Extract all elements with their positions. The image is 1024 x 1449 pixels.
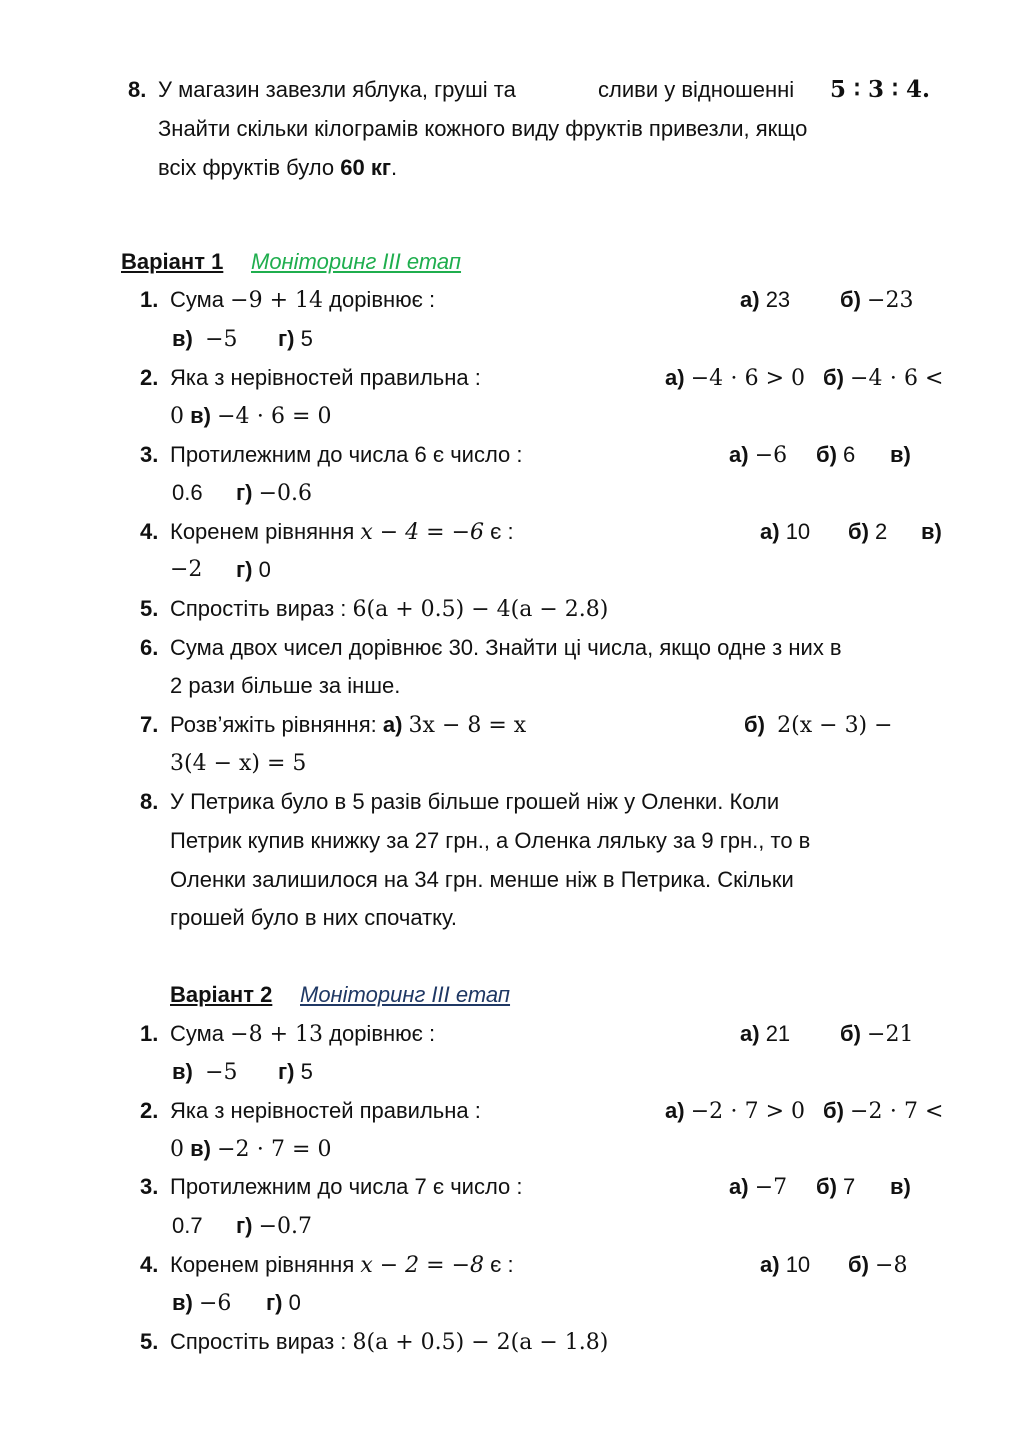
v1-question-8 bbox=[0, 783, 1024, 821]
intro-period: . bbox=[391, 155, 398, 180]
option-a: а) 23 bbox=[740, 287, 791, 312]
option-b: б) −23 bbox=[840, 287, 914, 313]
question-text: Коренем рівняння bbox=[170, 519, 355, 544]
v1-question-7-cont: 3(4 − x) = 5 bbox=[170, 751, 307, 776]
question-number: 4. bbox=[140, 1252, 159, 1277]
question-text: Сума bbox=[170, 1021, 225, 1046]
option-v: в) bbox=[190, 1136, 211, 1161]
question-number: 5. bbox=[140, 1329, 159, 1354]
question-number: 8. bbox=[140, 789, 159, 814]
v2-question-1 bbox=[0, 1015, 1024, 1053]
question-number: 4. bbox=[140, 519, 159, 544]
question-number: 7. bbox=[140, 712, 159, 737]
v1-question-1-cont bbox=[0, 320, 1024, 358]
option-a: а) −6 bbox=[729, 442, 788, 468]
option-v: в) −5 bbox=[172, 326, 238, 352]
variant1-title: Варіант 1 bbox=[121, 249, 224, 274]
question-text: Розв’яжіть рівняння: bbox=[170, 712, 377, 737]
option-v: в) −6 bbox=[172, 1290, 232, 1316]
question-number: 3. bbox=[140, 1174, 159, 1199]
option-g: г) 5 bbox=[278, 1059, 313, 1084]
question-text: грошей було в них спочатку. bbox=[170, 905, 457, 930]
option-b: б) −21 bbox=[840, 1021, 914, 1047]
option-b: б) 2(x − 3) − bbox=[744, 712, 893, 738]
intro-line-2 bbox=[0, 110, 1024, 148]
option-b: б) −8 bbox=[848, 1252, 908, 1278]
option-b: б) −2 ⋅ 7 < bbox=[823, 1098, 944, 1124]
question-text-end: дорівнює : bbox=[329, 287, 436, 312]
v1-question-3-cont: 0.6 г) −0.6 bbox=[0, 474, 1024, 512]
v1-question-5 bbox=[0, 590, 1024, 628]
v1-question-6 bbox=[0, 629, 1024, 667]
v2-question-2-cont: 0 в) −2 ⋅ 7 = 0 bbox=[170, 1136, 332, 1162]
option-a: а) −4 ⋅ 6 > 0 bbox=[665, 365, 806, 391]
variant2-monitoring-link[interactable]: Моніторинг ІІІ етап bbox=[300, 982, 511, 1007]
v1-question-8-cont-1 bbox=[0, 822, 1024, 860]
option-b: б) 2 bbox=[848, 519, 888, 544]
option-b: б) −4 ⋅ 6 < bbox=[823, 365, 944, 391]
intro-text-1: У магазин завезли яблука, груші та bbox=[158, 77, 516, 102]
question-text: Петрик купив книжку за 27 грн., а Оленка ляльку за 9 грн., то в bbox=[170, 828, 811, 853]
v1-question-4: 4. Коренем рівняння x − 4 = −6 є : а) 10 б) 2 в) bbox=[0, 513, 1024, 551]
v2-question-1-cont bbox=[0, 1053, 1024, 1091]
intro-line-1 bbox=[0, 71, 1024, 109]
v1-question-2-cont: 0 в) −4 ⋅ 6 = 0 bbox=[170, 403, 332, 429]
question-expression: x − 4 = −6 bbox=[360, 520, 485, 545]
v1-question-6-cont bbox=[0, 667, 1024, 705]
question-expression: x − 2 = −8 bbox=[360, 1253, 485, 1278]
v2-question-4: 4. Коренем рівняння x − 2 = −8 є : а) 10 б) −8 bbox=[0, 1246, 1024, 1284]
question-text: Протилежним до числа 6 є число : bbox=[170, 442, 523, 467]
v2-question-4-cont bbox=[0, 1284, 1024, 1322]
option-a: а) bbox=[382, 712, 403, 737]
question-text: Коренем рівняння bbox=[170, 1252, 355, 1277]
option-a: а) 10 bbox=[760, 519, 811, 544]
question-expression: −9 + 14 bbox=[230, 288, 323, 313]
v1-question-8-cont-2 bbox=[0, 861, 1024, 899]
question-text: У Петрика було в 5 разів більше грошей ніж у Оленки. Коли bbox=[170, 789, 780, 814]
question-text: Спростіть вираз : bbox=[170, 1329, 347, 1354]
v1-question-4-cont: −2 г) 0 bbox=[0, 551, 1024, 589]
intro-text-4: всіх фруктів було bbox=[158, 155, 335, 180]
v1-question-2 bbox=[0, 359, 1024, 397]
v1-question-1 bbox=[0, 281, 1024, 319]
v1-question-3 bbox=[0, 436, 1024, 474]
question-number: 1. bbox=[140, 287, 159, 312]
question-text: Оленки залишилося на 34 грн. менше ніж в Петрика. Скільки bbox=[170, 867, 794, 892]
option-a: а) 21 bbox=[740, 1021, 791, 1046]
question-text: Яка з нерівностей правильна : bbox=[170, 1098, 481, 1123]
question-text: 2 рази більше за інше. bbox=[170, 673, 401, 698]
question-number: 6. bbox=[140, 635, 159, 660]
option-g: г) 0 bbox=[266, 1290, 301, 1315]
question-expression: 6(a + 0.5) − 4(a − 2.8) bbox=[352, 597, 609, 622]
question-text: Протилежним до числа 7 є число : bbox=[170, 1174, 523, 1199]
question-text: Сума двох чисел дорівнює 30. Знайти ці числа, якщо одне з них в bbox=[170, 635, 842, 660]
question-expression: −8 + 13 bbox=[230, 1022, 323, 1047]
question-number: 2. bbox=[140, 1098, 159, 1123]
intro-text-3: Знайти скільки кілограмів кожного виду фруктів привезли, якщо bbox=[158, 116, 808, 141]
variant1-heading bbox=[0, 243, 1024, 281]
question-number: 3. bbox=[140, 442, 159, 467]
question-number: 2. bbox=[140, 365, 159, 390]
variant1-monitoring-link[interactable]: Моніторинг ІІІ етап bbox=[251, 249, 462, 274]
question-number: 5. bbox=[140, 596, 159, 621]
v1-question-7: 7. Розв’яжіть рівняння: а) 3x − 8 = x б) 2(x − 3) − bbox=[0, 706, 1024, 744]
intro-total: 60 кг bbox=[340, 155, 392, 180]
option-v: в) bbox=[921, 519, 942, 544]
variant2-title: Варіант 2 bbox=[170, 982, 273, 1007]
v2-question-3-cont: 0.7 г) −0.7 bbox=[0, 1207, 1024, 1245]
question-text: Сума bbox=[170, 287, 225, 312]
option-a: а) −7 bbox=[729, 1174, 788, 1200]
intro-line-3 bbox=[0, 149, 1024, 187]
option-v: в) bbox=[190, 403, 211, 428]
option-a: а) 10 bbox=[760, 1252, 811, 1277]
option-a: а) −2 ⋅ 7 > 0 bbox=[665, 1098, 806, 1124]
option-b: б) 7 bbox=[816, 1174, 856, 1199]
intro-ratio: 5 ∶ 3 ∶ 4. bbox=[830, 76, 931, 103]
v2-question-5 bbox=[0, 1323, 1024, 1361]
v2-question-2 bbox=[0, 1092, 1024, 1130]
question-text-end: дорівнює : bbox=[329, 1021, 436, 1046]
question-text: Яка з нерівностей правильна : bbox=[170, 365, 481, 390]
option-v: в) −5 bbox=[172, 1059, 238, 1085]
option-g: г) 5 bbox=[278, 326, 313, 351]
variant2-heading bbox=[0, 976, 1024, 1014]
intro-text-2: сливи у відношенні bbox=[598, 77, 795, 102]
option-v: в) bbox=[890, 1174, 911, 1199]
intro-number: 8. bbox=[128, 77, 147, 102]
question-number: 1. bbox=[140, 1021, 159, 1046]
question-expression: 8(a + 0.5) − 2(a − 1.8) bbox=[352, 1330, 609, 1355]
v2-question-3 bbox=[0, 1168, 1024, 1206]
v1-question-8-cont-3 bbox=[0, 899, 1024, 937]
option-g: г) 0 bbox=[236, 557, 271, 582]
option-g: г) −0.6 bbox=[236, 480, 313, 506]
option-b: б) 6 bbox=[816, 442, 856, 467]
option-g: г) −0.7 bbox=[236, 1213, 313, 1239]
question-text: Спростіть вираз : bbox=[170, 596, 347, 621]
option-v: в) bbox=[890, 442, 911, 467]
